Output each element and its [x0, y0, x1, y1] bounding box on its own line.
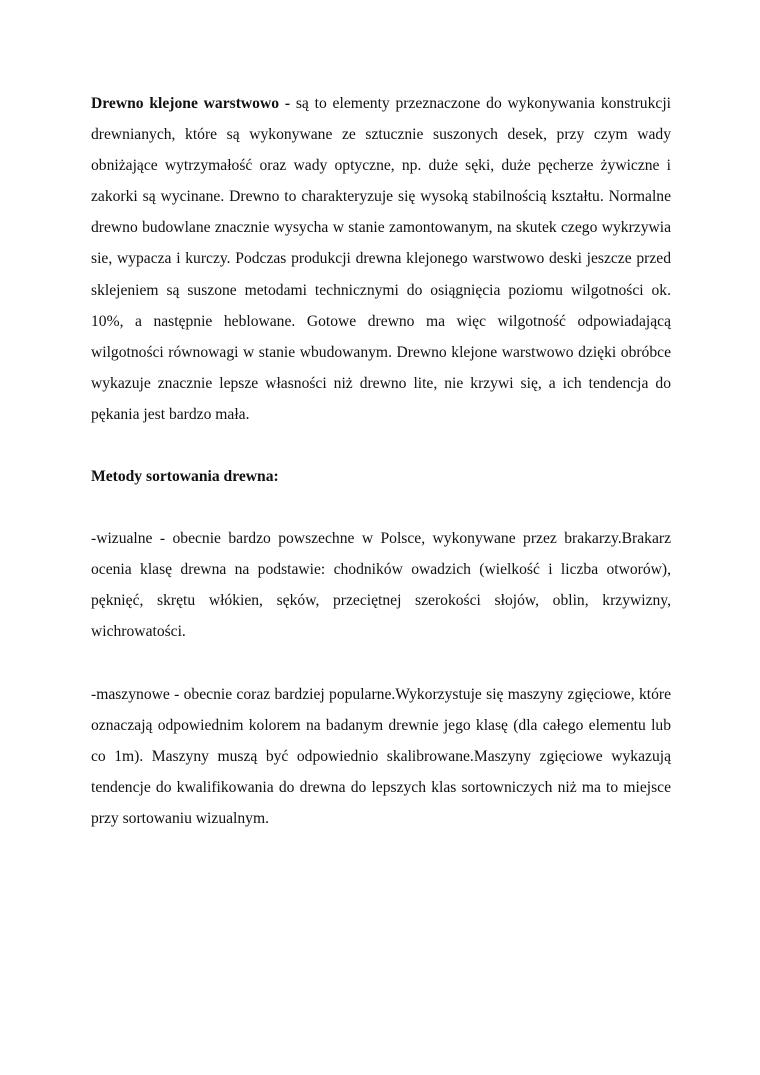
intro-paragraph — [91, 88, 671, 430]
machine-sorting-paragraph: -maszynowe - obecnie coraz bardziej popularne.Wykorzystuje się maszyny zgięciowe, które oznaczają odpowiednim kolorem na badanym drewnie jego klasę (dla całego elementu lub co 1m). Maszyny muszą być odpowiednio skalibrowane.Maszyny zgięciowe wykazują tendencje do kwalifikowania do drewna do lepszych klas sortowniczych niż ma to miejsce przy sortowaniu wizualnym. — [91, 685, 671, 827]
intro-text: są to elementy przeznaczone do wykonywania konstrukcji drewnianych, które są wykonywane ze sztucznie suszonych desek, przy czym wady obniżające wytrzymałość oraz wady optyczne, np. duże sęki, duże pęcherze żywiczne i zakorki są wycinane. Drewno to charakteryzuje się wysoką stabilnością kształtu. Normalne drewno budowlane znacznie wysycha w stanie zamontowanym, na skutek czego wykrzywia sie, wypacza i kurczy. Podczas produkcji drewna klejonego warstwowo deski jeszcze przed sklejeniem są suszone metodami technicznymi do osiągnięcia poziomu wilgotności ok. 10%, a następnie heblowane. Gotowe drewno ma więc wilgotność odpowiadającą wilgotności równowagi w stanie wbudowanym. Drewno klejone warstwowo dzięki obróbce wykazuje znacznie lepsze własności niż drewno lite, nie krzywi się, a ich tendencja do pękania jest bardzo mała. — [91, 95, 671, 423]
document-page — [91, 88, 671, 834]
visual-sorting-paragraph: -wizualne - obecnie bardzo powszechne w Polsce, wykonywane przez brakarzy.Brakarz ocenia klasę drewna na podstawie: chodników owadzich (wielkość i liczba otworów), pęknięć, skrętu włókien, sęków, przeciętnej szerokości słojów, oblin, krzywizny, wichrowatości. — [91, 530, 671, 641]
intro-term: Drewno klejone warstwowo - — [91, 95, 291, 112]
section-heading: Metody sortowania drewna: — [91, 468, 279, 486]
